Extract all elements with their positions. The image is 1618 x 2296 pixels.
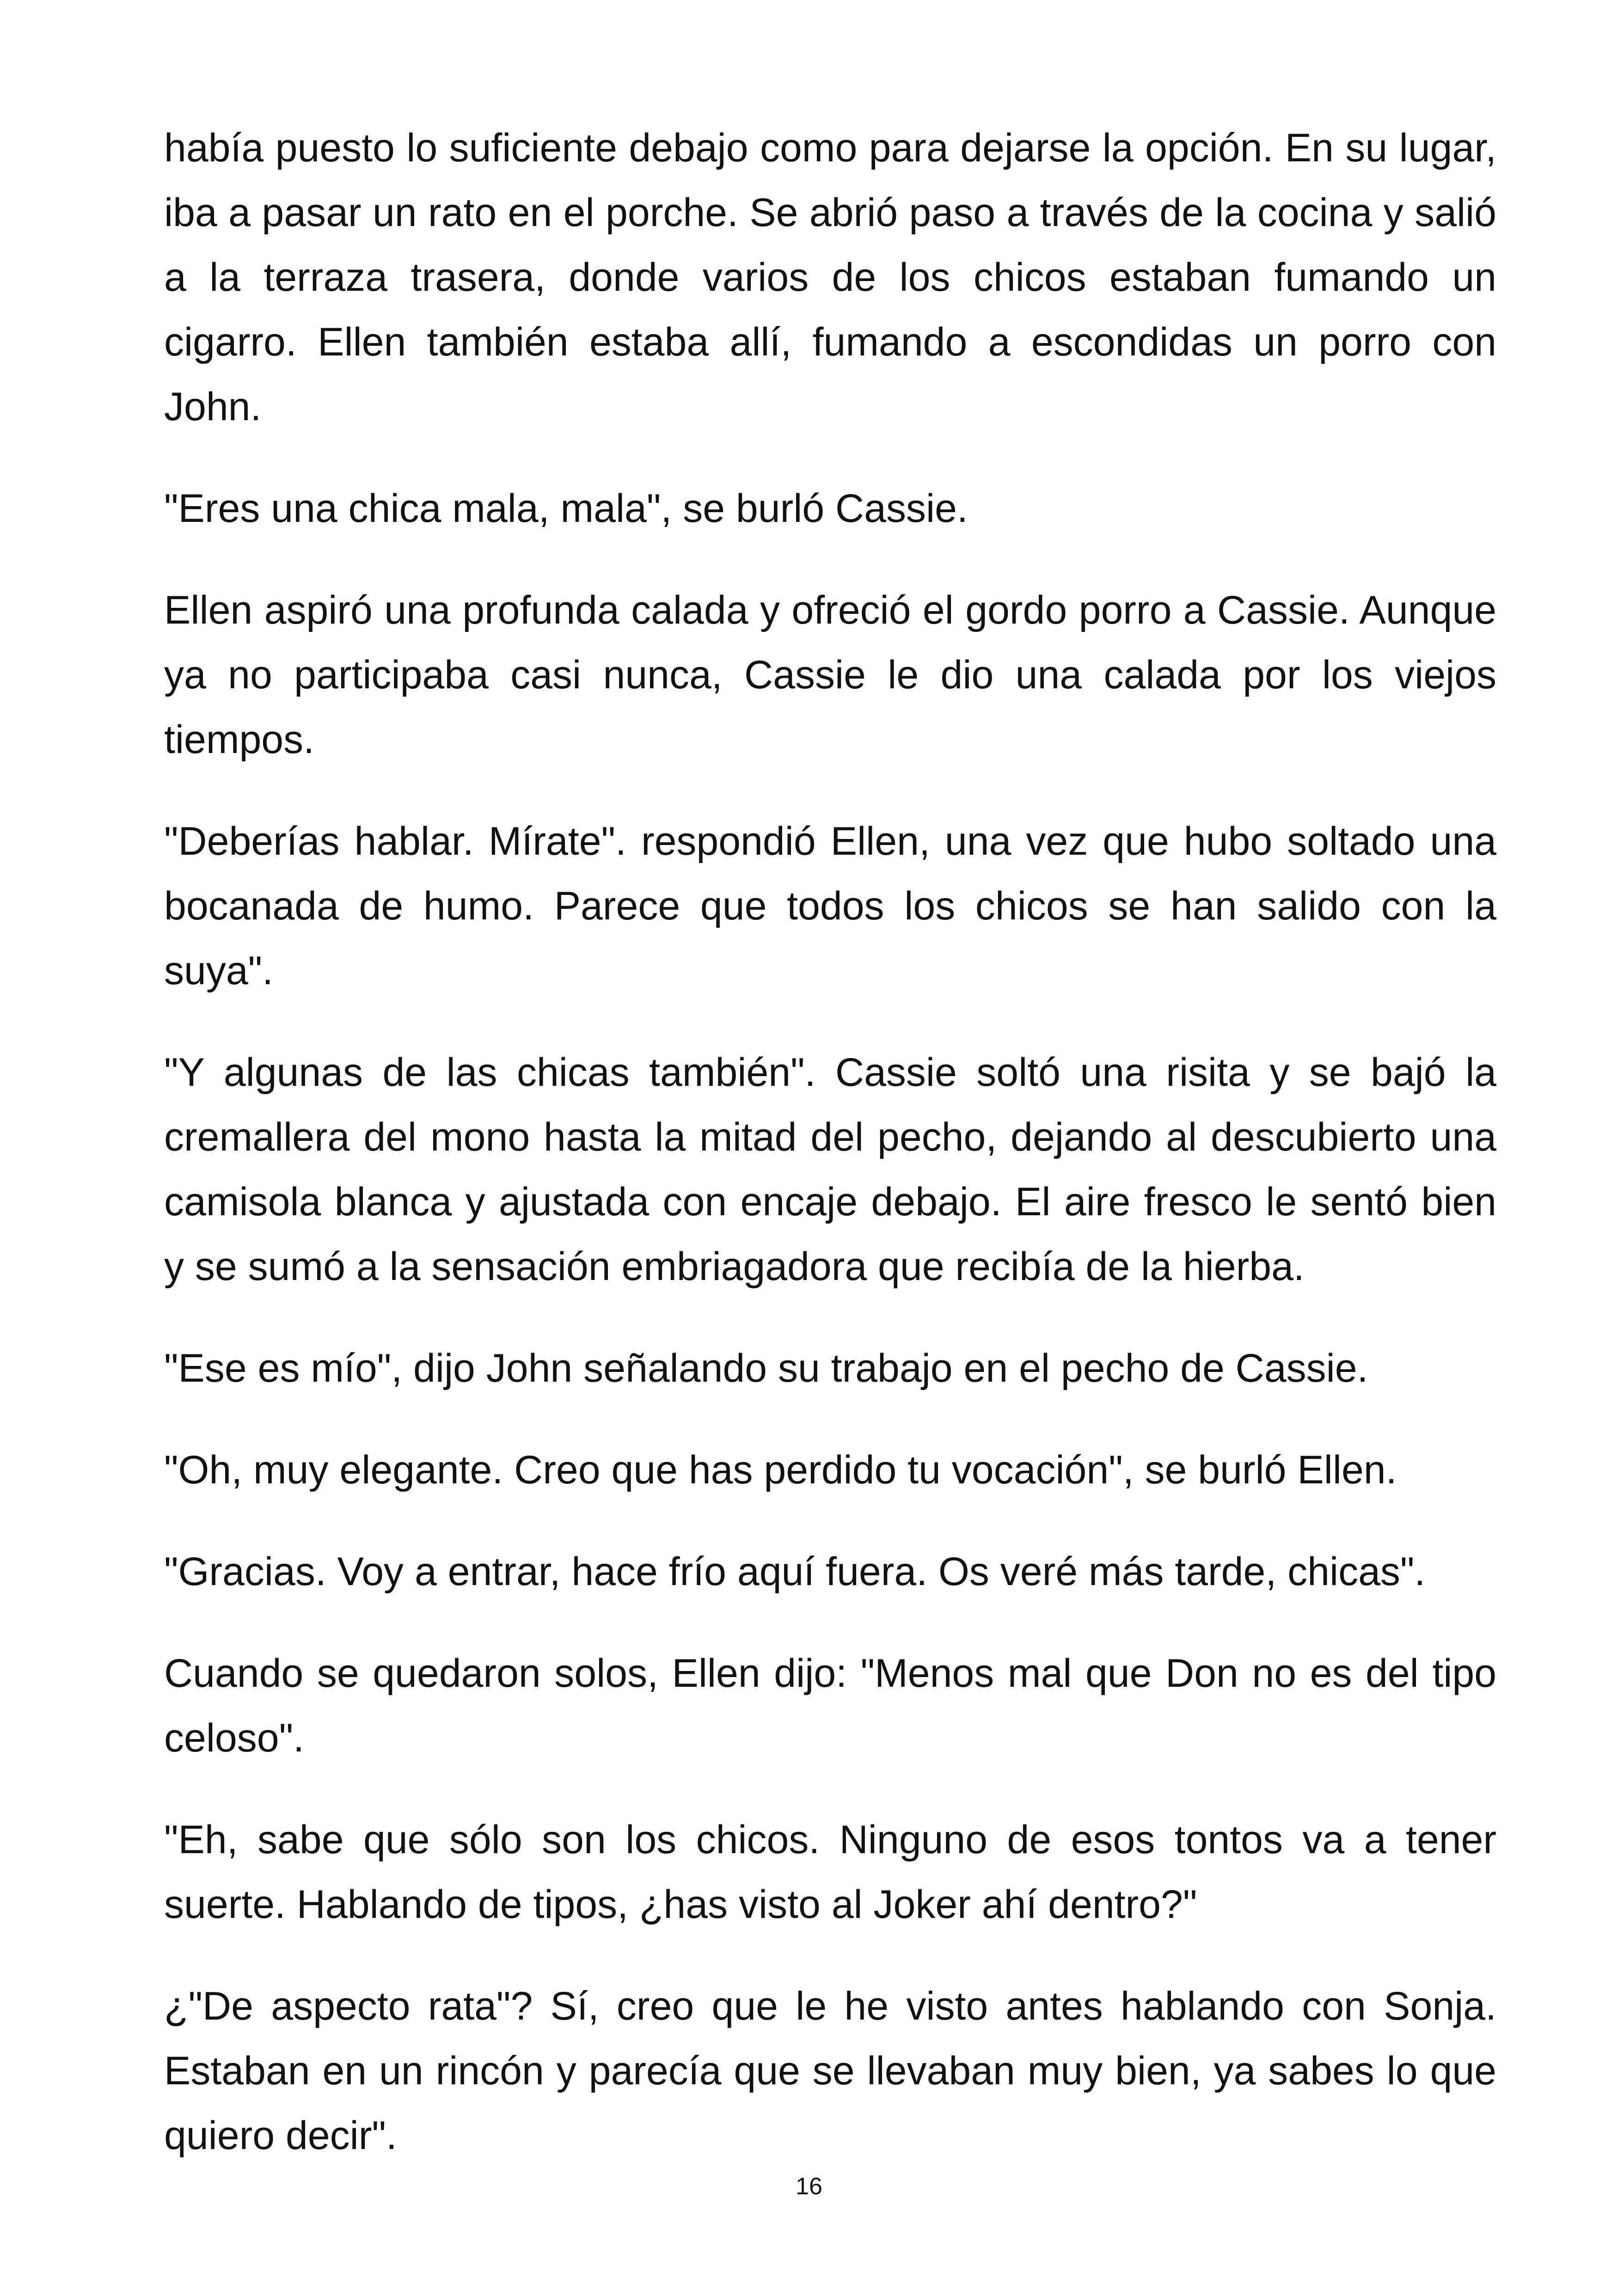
paragraph-2: "Eres una chica mala, mala", se burló Cassie. [164,486,968,531]
paragraph-9: Cuando se quedaron solos, Ellen dijo: "Menos mal que Don no es del tipo celoso". [164,1651,1496,1760]
paragraph-7: "Oh, muy elegante. Creo que has perdido tu vocación", se burló Ellen. [164,1448,1397,1492]
paragraph-8: "Gracias. Voy a entrar, hace frío aquí fuera. Os veré más tarde, chicas". [164,1549,1426,1594]
paragraph-11: ¿"De aspecto rata"? Sí, creo que le he visto antes hablando con Sonja. Estaban en un rincón y parecía que se llevaban muy bien, ya sabes lo que quiero decir". [164,1984,1496,2158]
body-text [164,116,1496,2205]
paragraph-4: "Deberías hablar. Mírate". respondió Ellen, una vez que hubo soltado una bocanada de humo. Parece que todos los chicos se han salido con la suya". [164,819,1496,993]
paragraph-6: "Ese es mío", dijo John señalando su trabajo en el pecho de Cassie. [164,1346,1368,1390]
paragraph-10: "Eh, sabe que sólo son los chicos. Ninguno de esos tontos va a tener suerte. Hablando de tipos, ¿has visto al Joker ahí dentro?" [164,1818,1496,1927]
paragraph-5: "Y algunas de las chicas también". Cassie soltó una risita y se bajó la cremallera del mono hasta la mitad del pecho, dejando al descubierto una camisola blanca y ajustada con encaje debajo. El aire fresco le sentó bien y se sumó a la sensación embriagadora que recibía de la hierba. [164,1050,1496,1289]
paragraph-3: Ellen aspiró una profunda calada y ofreció el gordo porro a Cassie. Aunque ya no participaba casi nunca, Cassie le dio una calada por los viejos tiempos. [164,588,1496,762]
paragraph-1: había puesto lo suficiente debajo como para dejarse la opción. En su lugar, iba a pasar un rato en el porche. Se abrió paso a través de la cocina y salió a la terraza trasera, donde varios de los chicos estaban fumando un cigarro. Ellen también estaba allí, fumando a escondidas un porro con John. [164,126,1496,429]
page-number: 16 [796,2173,822,2200]
